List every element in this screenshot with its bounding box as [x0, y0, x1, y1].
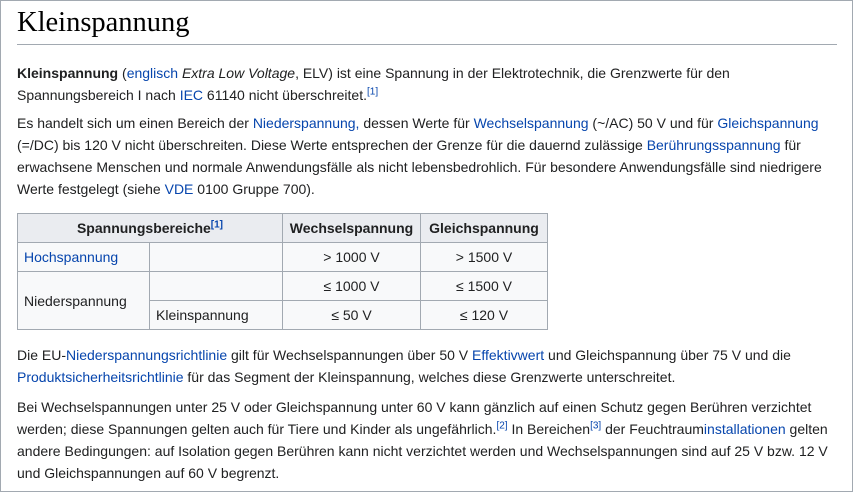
text-span: für das Segment der Kleinspannung, welches diese Grenzwerte unterschreitet. [183, 369, 676, 385]
term-bold: Kleinspannung [17, 65, 119, 81]
page-title: Kleinspannung [17, 6, 837, 45]
cell-hoch-label [18, 243, 150, 272]
text-span: (~/AC) 50 V und für [588, 115, 718, 131]
cell-hoch-dc: > 1500 V [421, 243, 548, 272]
intro-paragraph [17, 62, 837, 106]
header-dc: Gleichspannung [421, 214, 548, 243]
link-wechselspannung[interactable]: Wechselspannung [473, 115, 589, 131]
cell-klein-dc: ≤ 120 V [421, 301, 548, 330]
link-niederspannung[interactable]: Niederspannung, [252, 115, 360, 131]
cell-hoch-ac: > 1000 V [283, 243, 421, 272]
cell-nieder-dc: ≤ 1500 V [421, 272, 548, 301]
text-span: , ELV) ist eine Spannung in der Elektrotechnik, die Grenzwerte für den Spannungsbereich I nach [17, 65, 730, 103]
footnote-link-2[interactable]: [2] [496, 420, 508, 432]
text-span: ( [118, 65, 127, 81]
cell-klein-ac: ≤ 50 V [283, 301, 421, 330]
link-gleichspannung[interactable]: Gleichspannung [717, 115, 819, 131]
table-header-row [18, 214, 548, 243]
link-beruehrungsspannung[interactable]: Berührungsspannung [646, 137, 781, 153]
text-span: Es handelt sich um einen Bereich der [17, 115, 253, 131]
text-span: 61140 nicht überschreitet. [203, 87, 367, 103]
text-span: 0100 Gruppe 700). [193, 181, 315, 197]
link-vde[interactable]: VDE [164, 181, 194, 197]
link-iec[interactable]: IEC [179, 87, 204, 103]
footnote-ref-1[interactable] [367, 86, 378, 97]
link-hochspannung[interactable]: Hochspannung [24, 249, 119, 265]
footnote-link-3[interactable]: [3] [590, 420, 602, 432]
table-row [18, 272, 548, 301]
cell-nieder-ac: ≤ 1000 V [283, 272, 421, 301]
link-produktsicherheitsrichtlinie[interactable]: Produktsicherheitsrichtlinie [17, 369, 184, 385]
footnote-ref-2[interactable] [496, 420, 507, 431]
cell-nieder-label: Niederspannung [18, 272, 150, 330]
text-span: gelten andere Bedingungen: auf Isolation gegen Berühren kann nicht verzichtet werden und Wechselspannungen sind auf 25 V bzw. 12 V und Gleichspannungen auf 60 V begrenzt. [17, 421, 828, 481]
text-span: In Bereichen [507, 421, 591, 437]
text-span: (=/DC) bis 120 V nicht überschreiten. Diese Werte entsprechen der Grenze für die dauernd zulässige [17, 137, 647, 153]
text-span: der Feuchtraum [601, 421, 704, 437]
text-span: dessen Werte für [359, 115, 474, 131]
paragraph-4 [17, 396, 837, 484]
text-span: und Gleichspannung über 75 V und die [544, 347, 791, 363]
cell-klein-label: Kleinspannung [150, 301, 283, 330]
cell-empty [150, 243, 283, 272]
link-installationen[interactable]: installationen [703, 421, 786, 437]
header-ranges [18, 214, 283, 243]
text-span: für erwachsene Menschen und normale Anwendungsfälle als nicht lebensbedrohlich. Für besondere Anwendungsfälle sind niedrigere Werte festgelegt (siehe [17, 137, 822, 197]
footnote-link-1[interactable]: [1] [366, 86, 379, 98]
header-ranges-label: Spannungsbereiche [76, 220, 211, 236]
paragraph-3 [17, 344, 837, 388]
text-span: Bei Wechselspannungen unter 25 V oder Gleichspannung unter 60 V kann gänzlich auf einen Schutz gegen Berühren verzichtet werden; diese Spannungen gelten auch für Tiere und Kinder als ungefährlich. [17, 399, 812, 437]
text-span: Die EU- [17, 347, 67, 363]
footnote-ref-3[interactable] [590, 420, 601, 431]
paragraph-2 [17, 112, 837, 200]
voltage-ranges-table [17, 213, 548, 330]
text-span: gilt für Wechselspannungen über 50 V [227, 347, 473, 363]
table-row [18, 243, 548, 272]
footnote-ref-table[interactable] [211, 219, 223, 230]
foreign-term: Extra Low Voltage [181, 65, 296, 81]
article-content [17, 1, 837, 484]
link-effektivwert[interactable]: Effektivwert [472, 347, 545, 363]
header-ac: Wechselspannung [283, 214, 421, 243]
cell-empty [150, 272, 283, 301]
link-niederspannungsrichtlinie[interactable]: Niederspannungsrichtlinie [66, 347, 228, 363]
link-englisch[interactable]: englisch [126, 65, 179, 81]
footnote-link-table[interactable]: [1] [210, 219, 224, 231]
